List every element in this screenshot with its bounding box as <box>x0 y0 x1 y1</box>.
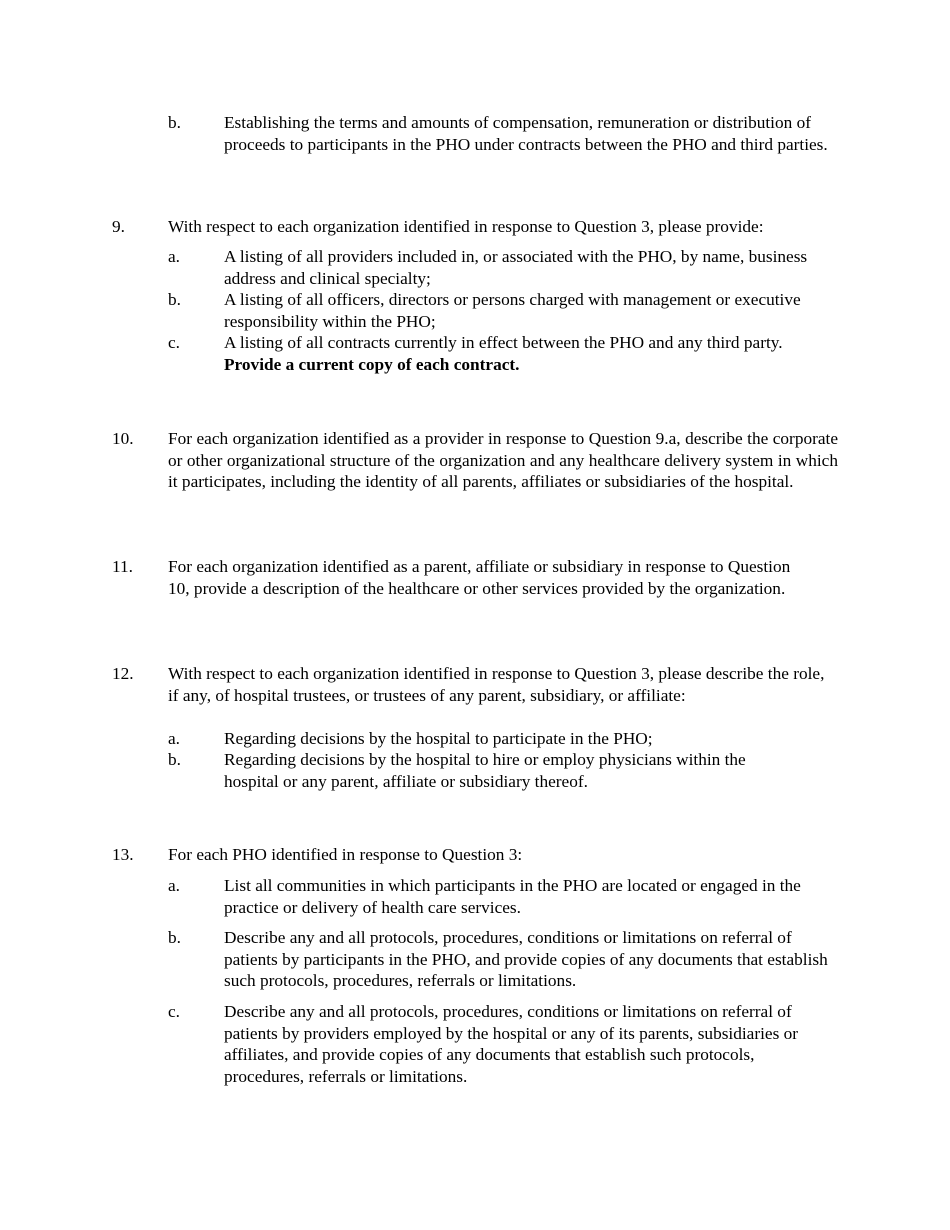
question-10 <box>0 428 950 493</box>
question-number: 12. <box>112 664 134 683</box>
item-letter: b. <box>168 750 181 769</box>
item-text: Describe any and all protocols, procedures, conditions or limitations on referral of patients by providers employed by the hospital or any of its parents, subsidiaries or affiliates, and provide copies of any documents that establish such protocols, procedures, referrals or limitations. <box>224 1002 799 1086</box>
item-letter: a. <box>168 876 180 895</box>
item-text-plain: A listing of all contracts currently in effect between the PHO and any third party. <box>224 333 783 352</box>
question-text: For each organization identified as a provider in response to Question 9.a, describe the corporate or other organizational structure of the organization and any healthcare delivery system in which it participates, including the identity of all parents, affiliates or subsidiaries of the hospital. <box>168 429 838 492</box>
question-text: For each PHO identified in response to Question 3: <box>168 845 523 864</box>
question-text: With respect to each organization identified in response to Question 3, please provide: <box>168 217 764 236</box>
item-text: Regarding decisions by the hospital to hire or employ physicians within the hospital or any parent, affiliate or subsidiary thereof. <box>224 750 746 791</box>
question-12 <box>0 663 950 706</box>
question-number: 13. <box>112 845 134 864</box>
question-number: 10. <box>112 429 134 448</box>
item-letter: b. <box>168 113 181 132</box>
question-9-item-c <box>0 332 950 375</box>
item-text: A listing of all providers included in, or associated with the PHO, by name, business address and clinical specialty; <box>224 247 808 288</box>
question-12-item-b <box>0 749 950 792</box>
question-13-item-a <box>0 875 950 918</box>
item-text: List all communities in which participants in the PHO are located or engaged in the practice or delivery of health care services. <box>224 876 801 917</box>
item-letter: b. <box>168 290 181 309</box>
question-11 <box>0 556 950 599</box>
question-text: With respect to each organization identified in response to Question 3, please describe the role, if any, of hospital trustees, or trustees of any parent, subsidiary, or affiliate: <box>168 664 825 705</box>
item-letter: c. <box>168 1002 180 1021</box>
question-number: 11. <box>112 557 133 576</box>
item-text <box>224 332 838 375</box>
fragment-item <box>0 112 950 155</box>
item-text-bold: Provide a current copy of each contract. <box>224 354 520 374</box>
item-text: Describe any and all protocols, procedures, conditions or limitations on referral of patients by participants in the PHO, and provide copies of any documents that establish such protocols, procedures, referrals or limitations. <box>224 928 828 991</box>
question-12-item-a <box>0 728 950 750</box>
question-13-item-b <box>0 927 950 992</box>
item-letter: a. <box>168 247 180 266</box>
item-letter: c. <box>168 333 180 352</box>
question-text: For each organization identified as a parent, affiliate or subsidiary in response to Question 10, provide a description of the healthcare or other services provided by the organization. <box>168 557 791 598</box>
question-number: 9. <box>112 217 125 236</box>
question-9-item-b <box>0 289 950 332</box>
question-9 <box>0 216 950 238</box>
question-13 <box>0 844 950 866</box>
question-13-item-c <box>0 1001 950 1087</box>
item-letter: a. <box>168 729 180 748</box>
item-letter: b. <box>168 928 181 947</box>
item-text: A listing of all officers, directors or persons charged with management or executive responsibility within the PHO; <box>224 290 801 331</box>
item-text: Establishing the terms and amounts of compensation, remuneration or distribution of proceeds to participants in the PHO under contracts between the PHO and third parties. <box>224 113 828 154</box>
item-text: Regarding decisions by the hospital to participate in the PHO; <box>224 729 653 748</box>
question-9-item-a <box>0 246 950 289</box>
